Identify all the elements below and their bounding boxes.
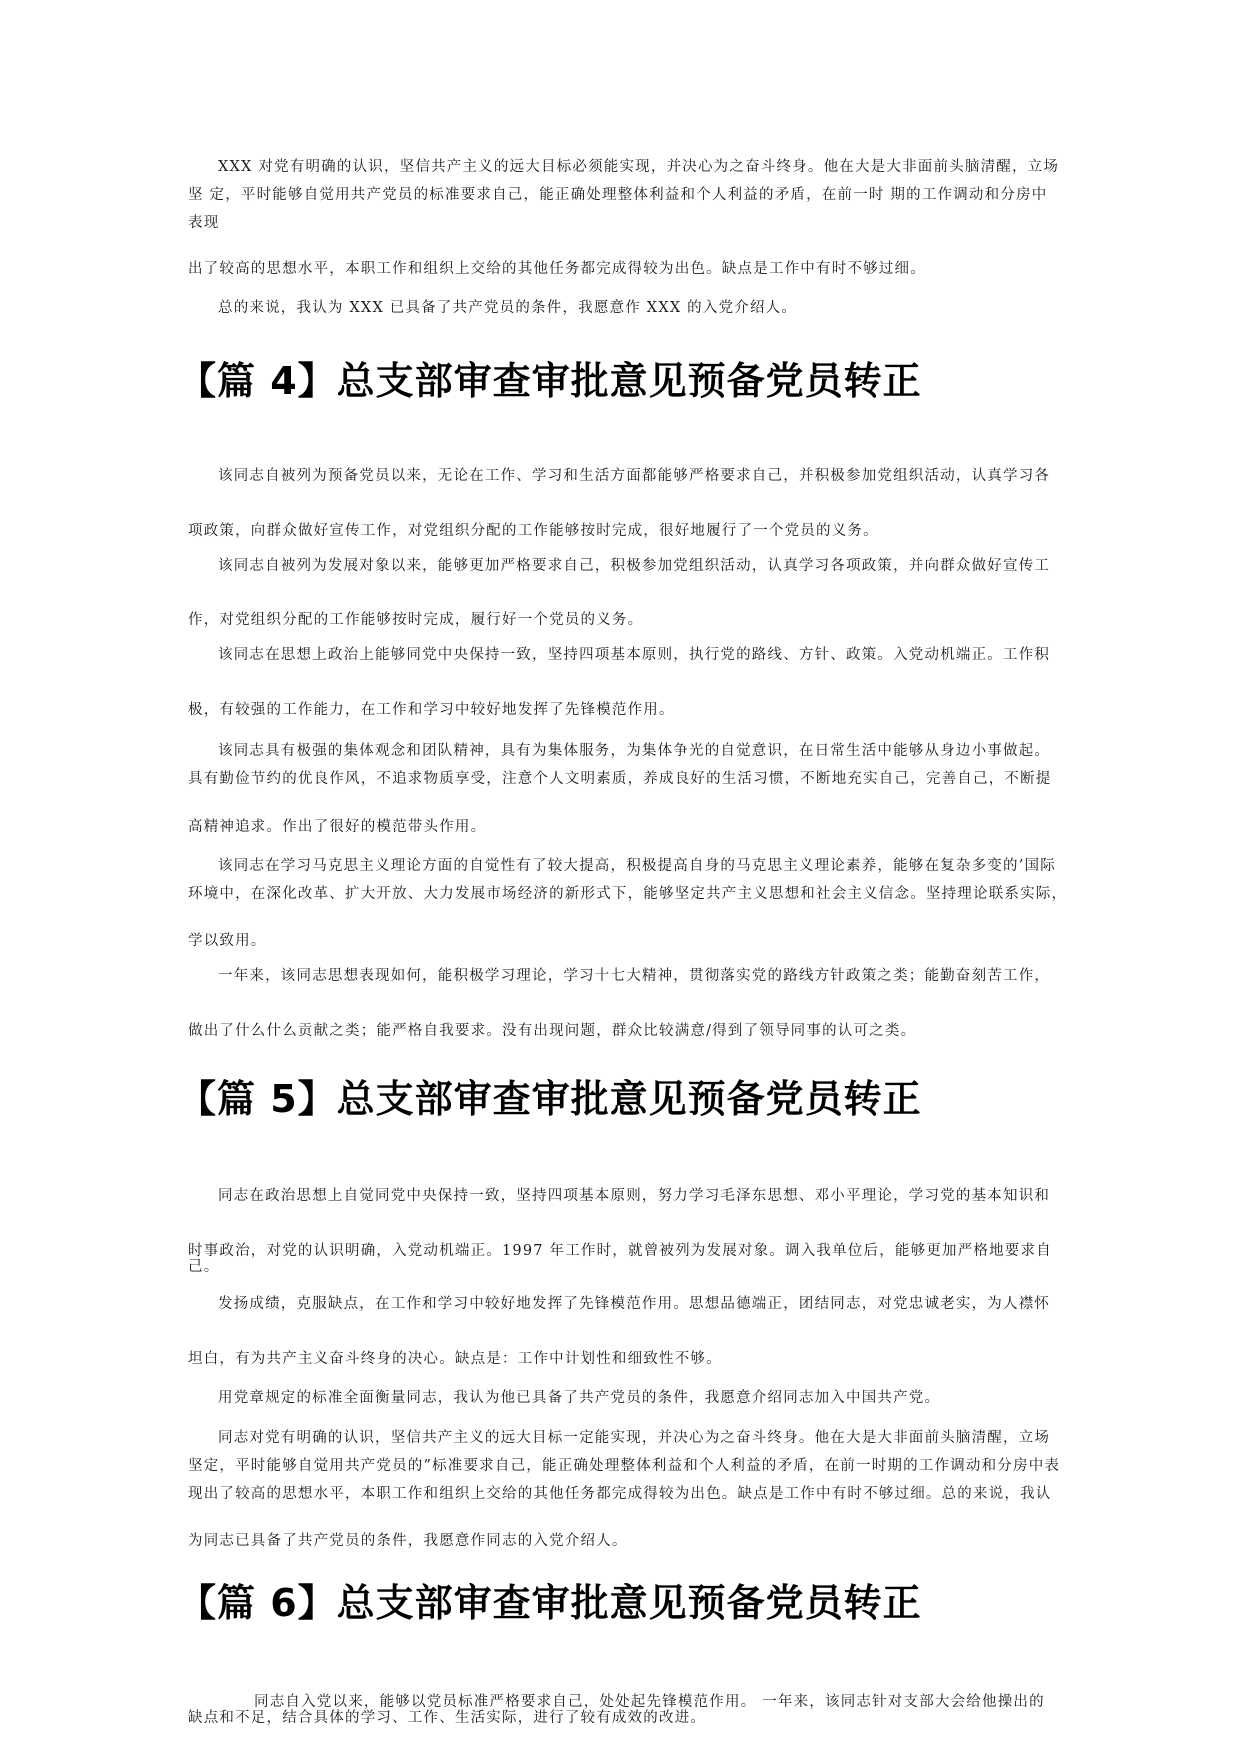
- paragraph-line: XXX 对党有明确的认识，坚信共产主义的远大目标必须能实现，并决心为之奋斗终身。他在大是大非面前头脑清醒，立场: [218, 159, 1060, 175]
- paragraph-line: 现出了较高的思想水平，本职工作和组织上交给的其他任务都完成得较为出色。缺点是工作中有时不够过细。总的来说，我认: [188, 1486, 1052, 1502]
- paragraph-line: 具有勤俭节约的优良作风，不追求物质享受，注意个人文明素质，养成良好的生活习惯，不断地充实自己，完善自己，不断提: [188, 771, 1052, 787]
- paragraph-line: 坚 定，平时能够自觉用共产党员的标准要求自己，能正确处理整体利益和个人利益的矛盾，在前一时 期的工作调动和分房中: [188, 187, 1048, 203]
- paragraph-line: 表现: [188, 215, 220, 231]
- paragraph-line: 该同志在学习马克思主义理论方面的自觉性有了较大提高，积极提高自身的马克思主义理论素养，能够在复杂多变的’国际: [218, 858, 1056, 874]
- paragraph-line: 同志对党有明确的认识，坚信共产主义的远大目标一定能实现，并决心为之奋斗终身。他在大是大非面前头脑清醒，立场: [218, 1430, 1051, 1446]
- paragraph-line: 总的来说，我认为 XXX 已具备了共产党员的条件，我愿意作 XXX 的入党介绍人。: [218, 300, 798, 316]
- paragraph-line: 同志自入党以来，能够以党员标准严格要求自己，处处起先锋模范作用。 一年来，该同志针对支部大会给他操出的缺点和不足，结合具体的学习、工作、生活实际，进行了较有成效的改进。: [188, 1694, 1045, 1726]
- paragraph-line: 用党章规定的标准全面衡量同志，我认为他已具备了共产党员的条件，我愿意介绍同志加入中国共产党。: [218, 1390, 941, 1406]
- paragraph-line: 极，有较强的工作能力，在工作和学习中较好地发挥了先锋模范作用。: [188, 702, 675, 718]
- paragraph-line: 做出了什么什么贡献之类；能严格自我要求。没有出现问题，群众比较满意/得到了领导同事的认可之类。: [188, 1023, 917, 1039]
- paragraph-line: 该同志自被列为发展对象以来，能够更加严格要求自己，积极参加党组织活动，认真学习各项政策，并向群众做好宣传工: [218, 558, 1051, 574]
- paragraph-line: 时事政治，对党的认识明确，入党动机端正。1997 年工作时，就曾被列为发展对象。调入我单位后，能够更加严格地要求自己。: [188, 1243, 1052, 1275]
- paragraph-line: 该同志在思想上政治上能够同党中央保持一致，坚持四项基本原则，执行党的路线、方针、政策。入党动机端正。工作积: [218, 647, 1051, 663]
- paragraph-line: 为同志已具备了共产党员的条件，我愿意作同志的入党介绍人。: [188, 1533, 628, 1549]
- paragraph-line: 坦白，有为共产主义奋斗终身的决心。缺点是：工作中计划性和细致性不够。: [188, 1351, 722, 1367]
- paragraph-line: 作，对党组织分配的工作能够按时完成，履行好一个党员的义务。: [188, 612, 644, 628]
- paragraph-line: 该同志具有极强的集体观念和团队精神，具有为集体服务，为集体争光的自觉意识，在日常生活中能够从身边小事做起。: [218, 743, 1051, 759]
- paragraph-line: 同志在政治思想上自觉同党中央保持一致，坚持四项基本原则，努力学习毛泽东思想、邓小平理论，学习党的基本知识和: [218, 1188, 1051, 1204]
- paragraph-line: 学以致用。: [188, 933, 267, 949]
- paragraph-line: 项政策，向群众做好宣传工作，对党组织分配的工作能够按时完成，很好地履行了一个党员的义务。: [188, 523, 879, 539]
- section-heading-4: 【篇 4】总支部审查审批意见预备党员转正: [178, 359, 922, 403]
- paragraph-line: 发扬成绩，克服缺点，在工作和学习中较好地发挥了先锋模范作用。思想品德端正，团结同志，对党忠诚老实，为人襟怀: [218, 1296, 1051, 1312]
- section-heading-5: 【篇 5】总支部审查审批意见预备党员转正: [178, 1077, 922, 1121]
- paragraph-line: 该同志自被列为预备党员以来，无论在工作、学习和生活方面都能够严格要求自己，并积极参加党组织活动，认真学习各: [218, 468, 1051, 484]
- section-heading-6: 【篇 6】总支部审查审批意见预备党员转正: [178, 1581, 922, 1625]
- paragraph-line: 环境中，在深化改革、扩大开放、大力发展市场经济的新形式下，能够坚定共产主义思想和社会主义信念。坚持理论联系实际，: [188, 886, 1068, 902]
- paragraph-line: 坚定，平时能够自觉用共产党员的”标准要求自己，能正确处理整体利益和个人利益的矛盾，在前一时期的工作调动和分房中表: [188, 1458, 1061, 1474]
- paragraph-line: 出了较高的思想水平，本职工作和组织上交给的其他任务都完成得较为出色。缺点是工作中有时不够过细。: [188, 261, 926, 277]
- paragraph-line: 高精神追求。作出了很好的模范带头作用。: [188, 819, 487, 835]
- paragraph-line: 一年来，该同志思想表现如何，能积极学习理论，学习十七大精神，贯彻落实党的路线方针政策之类；能勤奋刻苦工作，: [218, 968, 1051, 984]
